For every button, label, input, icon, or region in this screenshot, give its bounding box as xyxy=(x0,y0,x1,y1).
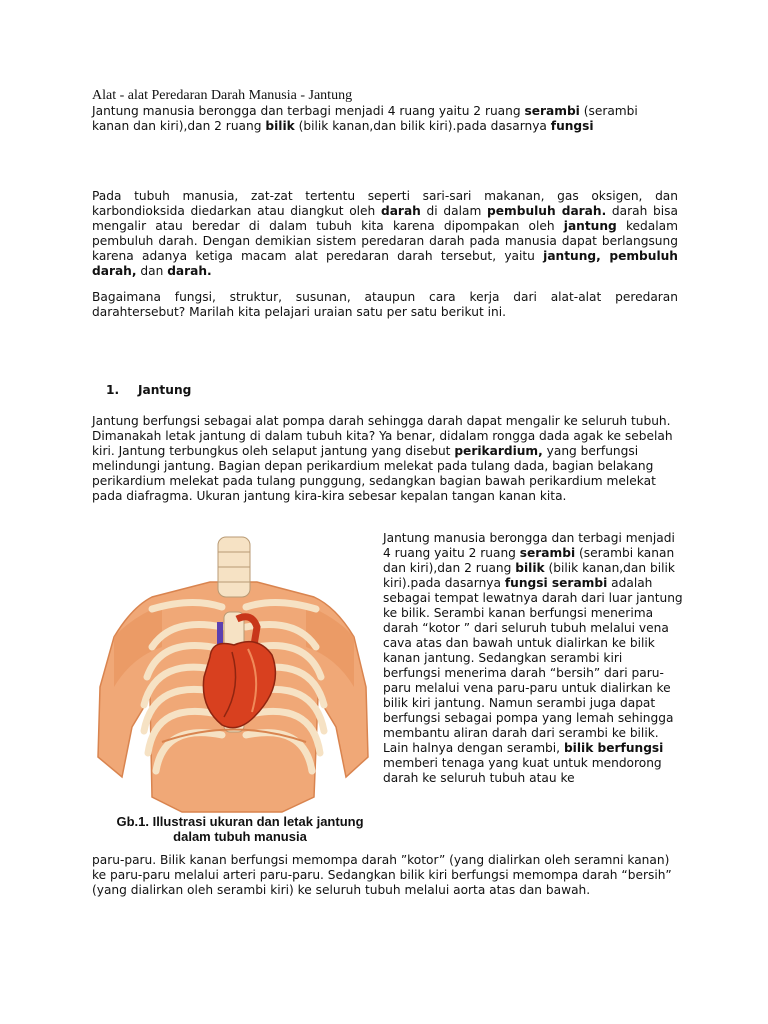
section-heading xyxy=(106,383,191,398)
figure-caption xyxy=(105,814,375,844)
caption-line-2: dalam tubuh manusia xyxy=(173,829,307,844)
paragraph-serambi-bilik: Jantung manusia berongga dan terbagi menjadi 4 ruang yaitu 2 ruang serambi (serambi kanan dan kiri),dan 2 ruang bilik (bilik kanan,dan bilik kiri).pada dasarnya fungsi serambi adalah sebagai tempat lewatnya darah dari luar jantung ke bilik. Serambi kanan berfungsi menerima darah “kotor ” dari seluruh tubuh melalui vena cava atas dan bawah untuk dialirkan ke bilik kanan jantung. Sedangkan serambi kiri berfungsi menerima darah “bersih” dari paru-paru melalui vena paru-paru untuk dialirkan ke bilik kiri jantung. Namun serambi juga dapat berfungsi sebagai pompa yang lemah sehingga membantu aliran darah dari serambi ke bilik. Lain halnya dengan serambi, bilik berfungsi memberi tenaga yang kuat untuk mendorong darah ke seluruh tubuh atau ke xyxy=(383,531,683,785)
ribcage-heart-image xyxy=(92,527,376,845)
paragraph-jantung: Jantung berfungsi sebagai alat pompa darah sehingga darah dapat mengalir ke seluruh tubuh. Dimanakah letak jantung di dalam tubuh kita? Ya benar, didalam rongga dada agak ke sebelah kiri. Jantung terbungkus oleh selaput jantung yang disebut perikardium, yang berfungsi melindungi jantung. Bagian depan perikardium melekat pada tulang dada, bagian belakang perikardium melekat pada tulang punggung, sedangkan bagian bawah perikardium melekat pada diafragma. Ukuran jantung kira-kira sebesar kepalan tangan kanan kita. xyxy=(92,414,673,503)
intro-paragraph: Jantung manusia berongga dan terbagi menjadi 4 ruang yaitu 2 ruang serambi (serambi kanan dan kiri),dan 2 ruang bilik (bilik kanan,dan bilik kiri).pada dasarnya fungsi xyxy=(92,104,638,133)
document-title: Alat - alat Peredaran Darah Manusia - Jantung xyxy=(92,88,353,103)
paragraph-question: Bagaimana fungsi, struktur, susunan, ataupun cara kerja dari alat-alat peredaran darahtersebut? Marilah kita pelajari uraian satu per satu berikut ini. xyxy=(92,290,678,319)
paragraph-circulation: Pada tubuh manusia, zat-zat tertentu seperti sari-sari makanan, gas oksigen, dan karbondioksida diedarkan atau diangkut oleh darah di dalam pembuluh darah. darah bisa mengalir atau beredar di dalam tubuh kita karena dipompakan oleh jantung kedalam pembuluh darah. Dengan demikian sistem peredaran darah pada manusia dapat berlangsung karena adanya ketiga macam alat peredaran darah tersebut, yaitu jantung, pembuluh darah, dan darah. xyxy=(92,189,678,278)
section-heading-text: Jantung xyxy=(138,383,192,397)
caption-line-1: Gb.1. Illustrasi ukuran dan letak jantung xyxy=(116,814,364,829)
section-number: 1. xyxy=(106,383,120,397)
paragraph-bilik-continued: paru-paru. Bilik kanan berfungsi memompa darah ”kotor” (yang dialirkan oleh seramni kanan) ke paru-paru melalui arteri paru-paru. Sedangkan bilik kiri berfungsi memompa darah “bersih” (yang dialirkan oleh serambi kiri) ke seluruh tubuh melalui aorta atas dan bawah. xyxy=(92,853,672,897)
heart-illustration xyxy=(92,527,376,845)
